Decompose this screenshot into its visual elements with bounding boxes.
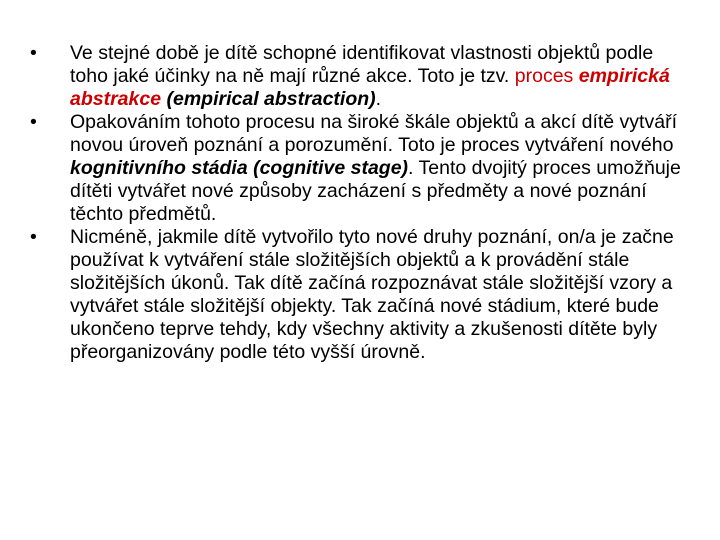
bullet-item-empirical-abstraction (30, 42, 690, 111)
bullet-dot-icon: • (30, 111, 37, 133)
term-label: proces (514, 65, 579, 87)
term-emphasis: kognitivního stádia (cognitive stage) (70, 157, 409, 179)
bullet-list (30, 42, 690, 364)
bullet-text: Opakováním tohoto procesu na široké škále objektů a akcí dítě vytváří novou úroveň poznání a porozumění. Toto je proces vytváření nového (70, 111, 677, 156)
bullet-dot-icon: • (30, 42, 37, 64)
bullet-item-new-stage (30, 226, 690, 364)
bullet-text-end: . Tento dvojitý proces umožňuje dítěti vytvářet nové způsoby zacházení s předměty a nové poznání těchto předmětů. (70, 157, 681, 225)
bullet-dot-icon: • (30, 226, 37, 248)
term-emphasis: empirická abstrakce (70, 65, 670, 110)
term-english: (empirical abstraction) (161, 88, 376, 110)
bullet-text: Nicméně, jakmile dítě vytvořilo tyto nové druhy poznání, on/a je začne používat k vytváření stále složitějších objektů a k provádění stále složitějších úkonů. Tak dítě začíná rozpoznávat stále složitější vzory a vytvářet stále složitější objekty. Tak začíná nové stádium, které bude ukončeno teprve tehdy, kdy všechny aktivity a zkušenosti dítěte byly přeorganizovány podle této vyšší úrovně. (70, 226, 674, 363)
bullet-text: Ve stejné době je dítě schopné identifikovat vlastnosti objektů podle toho jaké účinky na ně mají různé akce. Toto je tzv. (70, 42, 654, 87)
bullet-text-end: . (375, 88, 382, 110)
bullet-item-cognitive-stage (30, 111, 690, 226)
